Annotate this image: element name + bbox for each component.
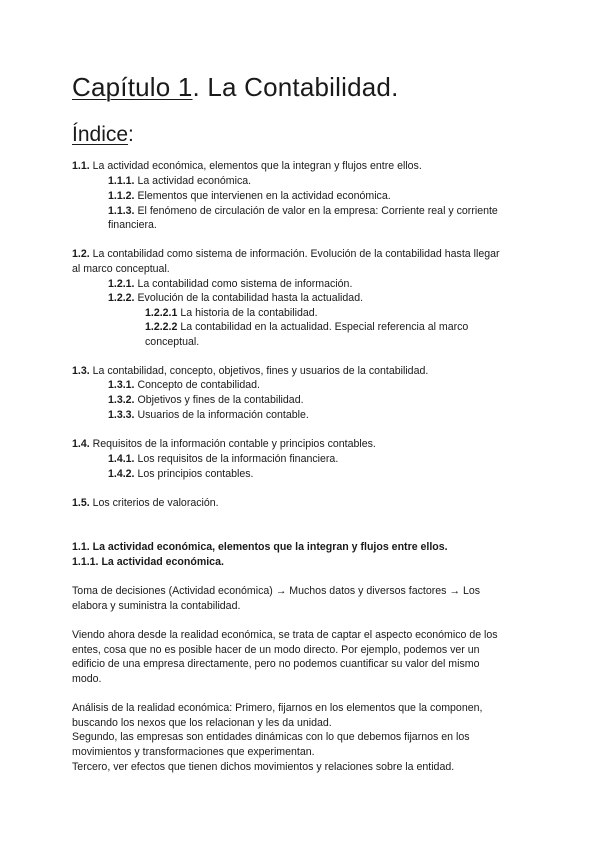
index-entry: 1.4.2. Los principios contables. bbox=[108, 468, 254, 480]
chapter-title-rest: . La Contabilidad. bbox=[192, 72, 399, 102]
index-entry: 1.4.1. Los requisitos de la información financiera. bbox=[108, 453, 339, 465]
paragraph-line: buscando los nexos que los relacionan y les da unidad. bbox=[72, 717, 332, 729]
index-entry: 1.1. La actividad económica, elementos que la integran y flujos entre ellos. bbox=[72, 160, 422, 172]
index-entry: 1.4. Requisitos de la información contable y principios contables. bbox=[72, 438, 376, 450]
index-entry-continuation: financiera. bbox=[108, 219, 157, 231]
paragraph-line: Tercero, ver efectos que tienen dichos movimientos y relaciones sobre la entidad. bbox=[72, 761, 455, 773]
paragraph-line: entes, cosa que no es posible hacer de un modo directo. Por ejemplo, podemos ver un bbox=[72, 644, 480, 656]
index-entry: 1.2.2. Evolución de la contabilidad hasta la actualidad. bbox=[108, 292, 364, 304]
index-entry: 1.3.1. Concepto de contabilidad. bbox=[108, 379, 260, 391]
index-entry: 1.2.2.2 La contabilidad en la actualidad. Especial referencia al marco bbox=[145, 321, 469, 333]
index-entry: 1.5. Los criterios de valoración. bbox=[72, 497, 219, 509]
paragraph-line: modo. bbox=[72, 673, 102, 685]
index-entry: 1.2. La contabilidad como sistema de información. Evolución de la contabilidad hasta llegar bbox=[72, 248, 500, 260]
chapter-title bbox=[72, 72, 399, 103]
index-entry: 1.2.1. La contabilidad como sistema de información. bbox=[108, 278, 353, 290]
section-heading: 1.1. La actividad económica, elementos que la integran y flujos entre ellos. bbox=[72, 541, 448, 553]
index-entry: 1.3. La contabilidad, concepto, objetivos, fines y usuarios de la contabilidad. bbox=[72, 365, 429, 377]
paragraph-line: elabora y suministra la contabilidad. bbox=[72, 600, 241, 612]
index-entry: 1.1.2. Elementos que intervienen en la actividad económica. bbox=[108, 190, 391, 202]
index-entry: 1.1.1. La actividad económica. bbox=[108, 175, 252, 187]
index-entry-continuation: conceptual. bbox=[145, 336, 200, 348]
subsection-heading: 1.1.1. La actividad económica. bbox=[72, 556, 224, 568]
paragraph-line: edificio de una empresa directamente, pero no podemos cuantificar su valor del mismo bbox=[72, 658, 480, 670]
chapter-title-main: Capítulo 1 bbox=[72, 72, 193, 102]
paragraph-line: movimientos y transformaciones que experimentan. bbox=[72, 746, 315, 758]
index-entry: 1.3.3. Usuarios de la información contable. bbox=[108, 409, 309, 421]
paragraph-line: Análisis de la realidad económica: Primero, fijarnos en los elementos que la componen, bbox=[72, 702, 483, 714]
paragraph-line: Viendo ahora desde la realidad económica, se trata de captar el aspecto económico de los bbox=[72, 629, 498, 641]
index-heading-colon: : bbox=[128, 123, 134, 146]
index-heading-main: Índice bbox=[72, 123, 129, 146]
paragraph-line: Toma de decisiones (Actividad económica) → Muchos datos y diversos factores → Los bbox=[72, 585, 481, 597]
index-entry: 1.1.3. El fenómeno de circulación de valor en la empresa: Corriente real y corriente bbox=[108, 205, 498, 217]
index-heading bbox=[72, 123, 134, 147]
index-entry-continuation: al marco conceptual. bbox=[72, 263, 170, 275]
paragraph-line: Segundo, las empresas son entidades dinámicas con lo que debemos fijarnos en los bbox=[72, 731, 470, 743]
index-entry: 1.3.2. Objetivos y fines de la contabilidad. bbox=[108, 394, 304, 406]
index-entry: 1.2.2.1 La historia de la contabilidad. bbox=[145, 307, 318, 319]
